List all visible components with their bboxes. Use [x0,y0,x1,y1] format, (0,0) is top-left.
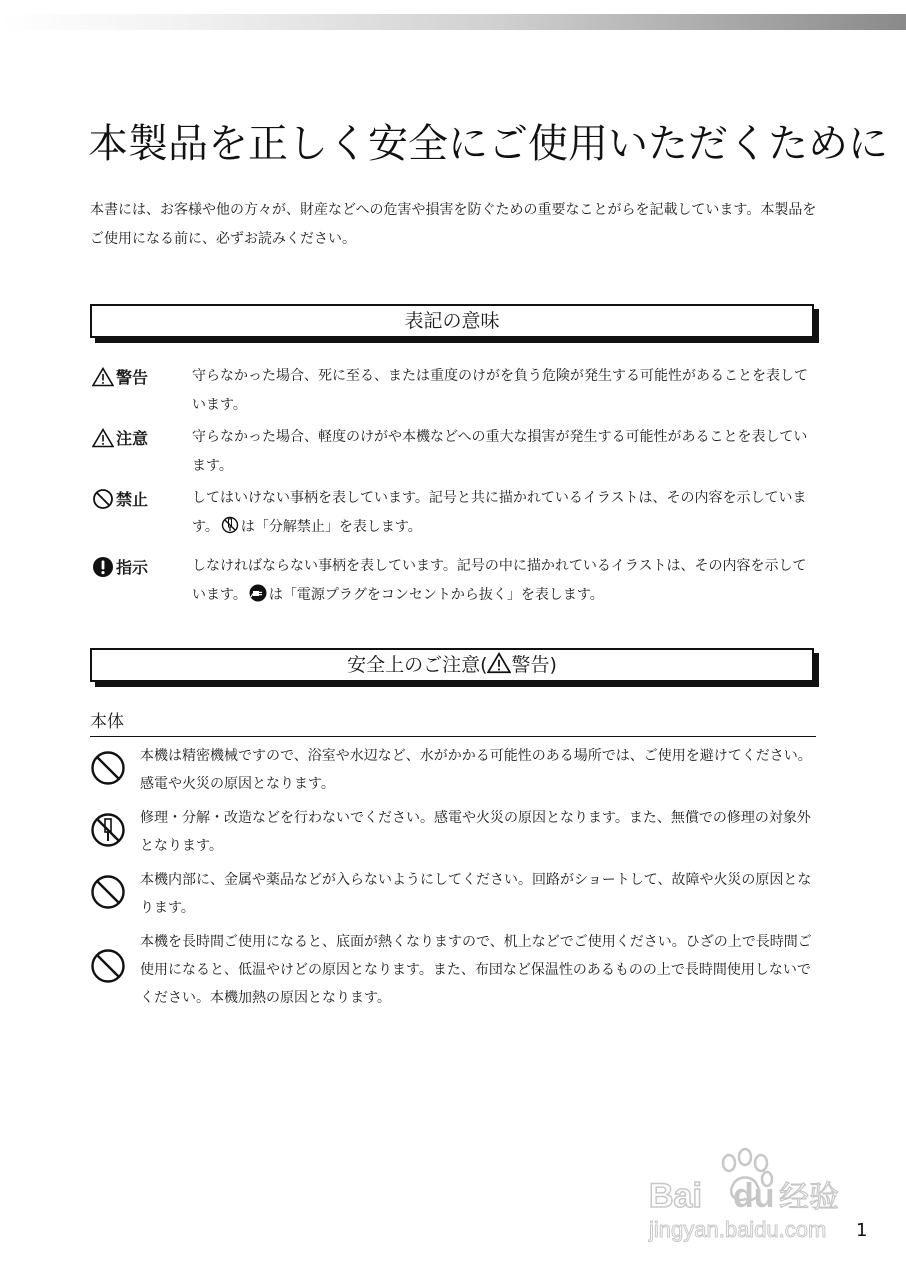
baidu-paw-logo [645,1145,855,1245]
intro-paragraph: 本書には、お客様や他の方々が、財産などへの危害や損害を防ぐための重要なことがらを記載しています。本製品をご使用になる前に、必ずお読みください。 [90,202,817,247]
watermark-url: jingyan.baidu.com [649,1217,827,1242]
watermark-suffix: 经验 [779,1180,839,1215]
section-header-symbols: 表記の意味 [90,304,814,338]
warning-text: 本機を長時間ご使用になると、底面が熱くなりますので、机上などでご使用ください。ひざの上で長時間ご使用になると、低温やけどの原因となります。また、布団など保温性のあるものの上で長時間使用しないでください。本機加熱の原因となります。 [140,934,812,1006]
exclamation-circle-icon [92,556,114,578]
section-header-safety [90,648,814,682]
definition-label: 警告 [116,368,149,387]
definition-label: 注意 [116,429,149,448]
definition-text: 守らなかった場合、軽度のけがや本機などへの重大な損害が発生する可能性があることを表しています。 [192,429,808,474]
section-header-label: 警告 [511,654,550,676]
definition-text-part: は「電源プラグをコンセントから抜く」を表します。 [268,587,604,603]
warning-triangle-icon [92,428,114,448]
definition-label: 指示 [116,558,149,577]
prohibited-icon [92,488,114,510]
warning-text: 修理・分解・改造などを行わないでください。感電や火災の原因となります。また、無償での修理の対象外となります。 [140,810,811,854]
definition-label: 禁止 [116,490,149,509]
page-number: 1 [856,1220,868,1241]
warning-triangle-icon [487,652,511,674]
unplug-icon [249,584,267,602]
definition-text-part: してはいけない事柄を表しています。記号と共に描かれているイラストは、その内容を示しています。 [192,490,807,535]
watermark-brand-2: du [733,1177,775,1215]
prohibited-icon [90,874,126,910]
definition-text-part: は「分解禁止」を表します。 [240,519,422,535]
warning-triangle-icon [92,367,114,387]
header-gradient-bar [0,14,906,30]
section-header-text: ) [549,654,557,676]
page-title: 本製品を正しく安全にご使用いただくために [88,121,888,167]
definition-text: 守らなかった場合、死に至る、または重度のけがを負う危険が発生する可能性があることを表しています。 [192,368,808,413]
warning-text: 本機内部に、金属や薬品などが入らないようにしてください。回路がショートして、故障や火災の原因となります。 [140,872,812,916]
baidu-watermark [645,1145,855,1245]
definition-text [192,484,816,542]
no-disassembly-icon [221,516,239,534]
definition-text [192,552,816,610]
watermark-brand: Bai [649,1177,702,1215]
section-header-text: 安全上のご注意( [347,654,488,676]
sub-heading-body: 本体 [90,710,816,737]
no-disassembly-icon [90,812,126,848]
definition-text-part: しなければならない事柄を表しています。記号の中に描かれているイラストは、その内容を示しています。 [192,558,807,603]
warning-text: 本機は精密機械ですので、浴室や水辺など、水がかかる可能性のある場所では、ご使用を避けてください。感電や火災の原因となります。 [140,748,812,792]
prohibited-icon [90,750,126,786]
prohibited-icon [90,948,126,984]
